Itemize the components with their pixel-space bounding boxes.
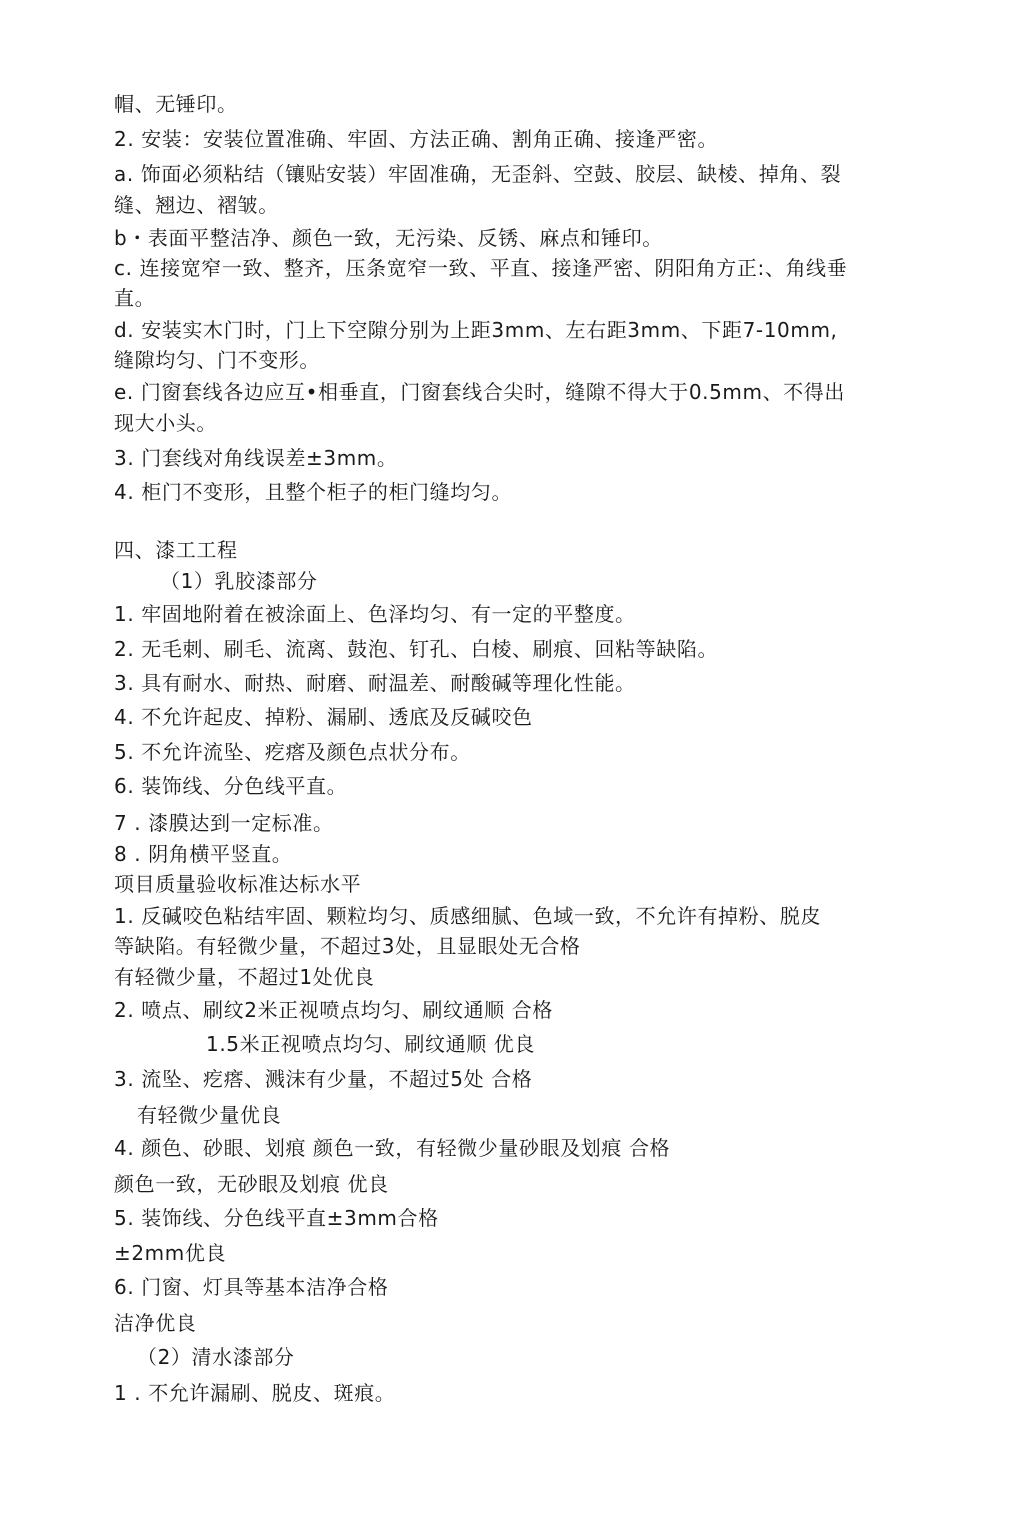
text-line: 有轻微少量优良 — [137, 1103, 282, 1127]
text-line: 5. 不允许流坠、疙瘩及颜色点状分布。 — [114, 740, 471, 764]
text-line: b・表面平整洁净、颜色一致，无污染、反锈、麻点和锤印。 — [114, 226, 663, 250]
text-line: 4. 不允许起皮、掉粉、漏刷、透底及反碱咬色 — [114, 705, 533, 729]
text-line: 8 . 阴角横平竖直。 — [114, 842, 293, 866]
text-line: e. 门窗套线各边应互•相垂直，门窗套线合尖时，缝隙不得大于0.5mm、不得出 — [114, 380, 845, 404]
text-line: 洁净优良 — [114, 1311, 197, 1335]
text-line: 等缺陷。有轻微少量，不超过3处，且显眼处无合格 — [114, 934, 581, 958]
text-line: 现大小头。 — [114, 411, 217, 435]
text-line: 3. 门套线对角线误差±3mm。 — [114, 446, 398, 470]
text-line: 3. 具有耐水、耐热、耐磨、耐温差、耐酸碱等理化性能。 — [114, 671, 636, 695]
text-line: 1 . 不允许漏刷、脱皮、斑痕。 — [114, 1381, 396, 1405]
text-line: 缝、翘边、褶皱。 — [114, 193, 279, 217]
table-heading: 项目质量验收标准达标水平 — [114, 872, 362, 896]
text-line: 1.5米正视喷点均匀、刷纹通顺 优良 — [206, 1032, 535, 1056]
text-line: 2. 喷点、刷纹2米正视喷点均匀、刷纹通顺 合格 — [114, 998, 553, 1022]
text-line: 5. 装饰线、分色线平直±3mm合格 — [114, 1206, 439, 1230]
text-line: 6. 装饰线、分色线平直。 — [114, 774, 348, 798]
text-line: ±2mm优良 — [114, 1241, 227, 1265]
text-line: 7 . 漆膜达到一定标准。 — [114, 811, 334, 835]
text-line: 颜色一致，无砂眼及划痕 优良 — [114, 1172, 389, 1196]
text-line: 帽、无锤印。 — [114, 92, 238, 116]
text-line: d. 安装实木门时，门上下空隙分别为上距3mm、左右距3mm、下距7-10mm, — [114, 318, 838, 342]
text-line: 1. 反碱咬色粘结牢固、颗粒均匀、质感细腻、色域一致，不允许有掉粉、脱皮 — [114, 904, 822, 928]
text-line: 6. 门窗、灯具等基本洁净合格 — [114, 1275, 389, 1299]
text-line: c. 连接宽窄一致、整齐，压条宽窄一致、平直、接逢严密、阴阳角方正:、角线垂 — [114, 256, 848, 280]
subsection-heading: （2）清水漆部分 — [137, 1345, 295, 1369]
text-line: 4. 颜色、砂眼、划痕 颜色一致，有轻微少量砂眼及划痕 合格 — [114, 1136, 671, 1160]
text-line: 直。 — [114, 286, 156, 310]
section-heading: 四、漆工工程 — [114, 538, 238, 562]
text-line: a. 饰面必须粘结（镶贴安装）牢固准确，无歪斜、空鼓、胶层、缺棱、掉角、裂 — [114, 162, 842, 186]
text-line: 有轻微少量，不超过1处优良 — [114, 965, 375, 989]
text-line: 4. 柜门不变形，且整个柜子的柜门缝均匀。 — [114, 480, 513, 504]
text-line: 缝隙均匀、门不变形。 — [114, 348, 320, 372]
subsection-heading: （1）乳胶漆部分 — [160, 569, 318, 593]
text-line: 2. 安装：安装位置准确、牢固、方法正确、割角正确、接逢严密。 — [114, 127, 719, 151]
text-line: 3. 流坠、疙瘩、溅沫有少量，不超过5处 合格 — [114, 1067, 533, 1091]
text-line: 2. 无毛刺、刷毛、流离、鼓泡、钉孔、白棱、刷痕、回粘等缺陷。 — [114, 637, 719, 661]
text-line: 1. 牢固地附着在被涂面上、色泽均匀、有一定的平整度。 — [114, 602, 636, 626]
